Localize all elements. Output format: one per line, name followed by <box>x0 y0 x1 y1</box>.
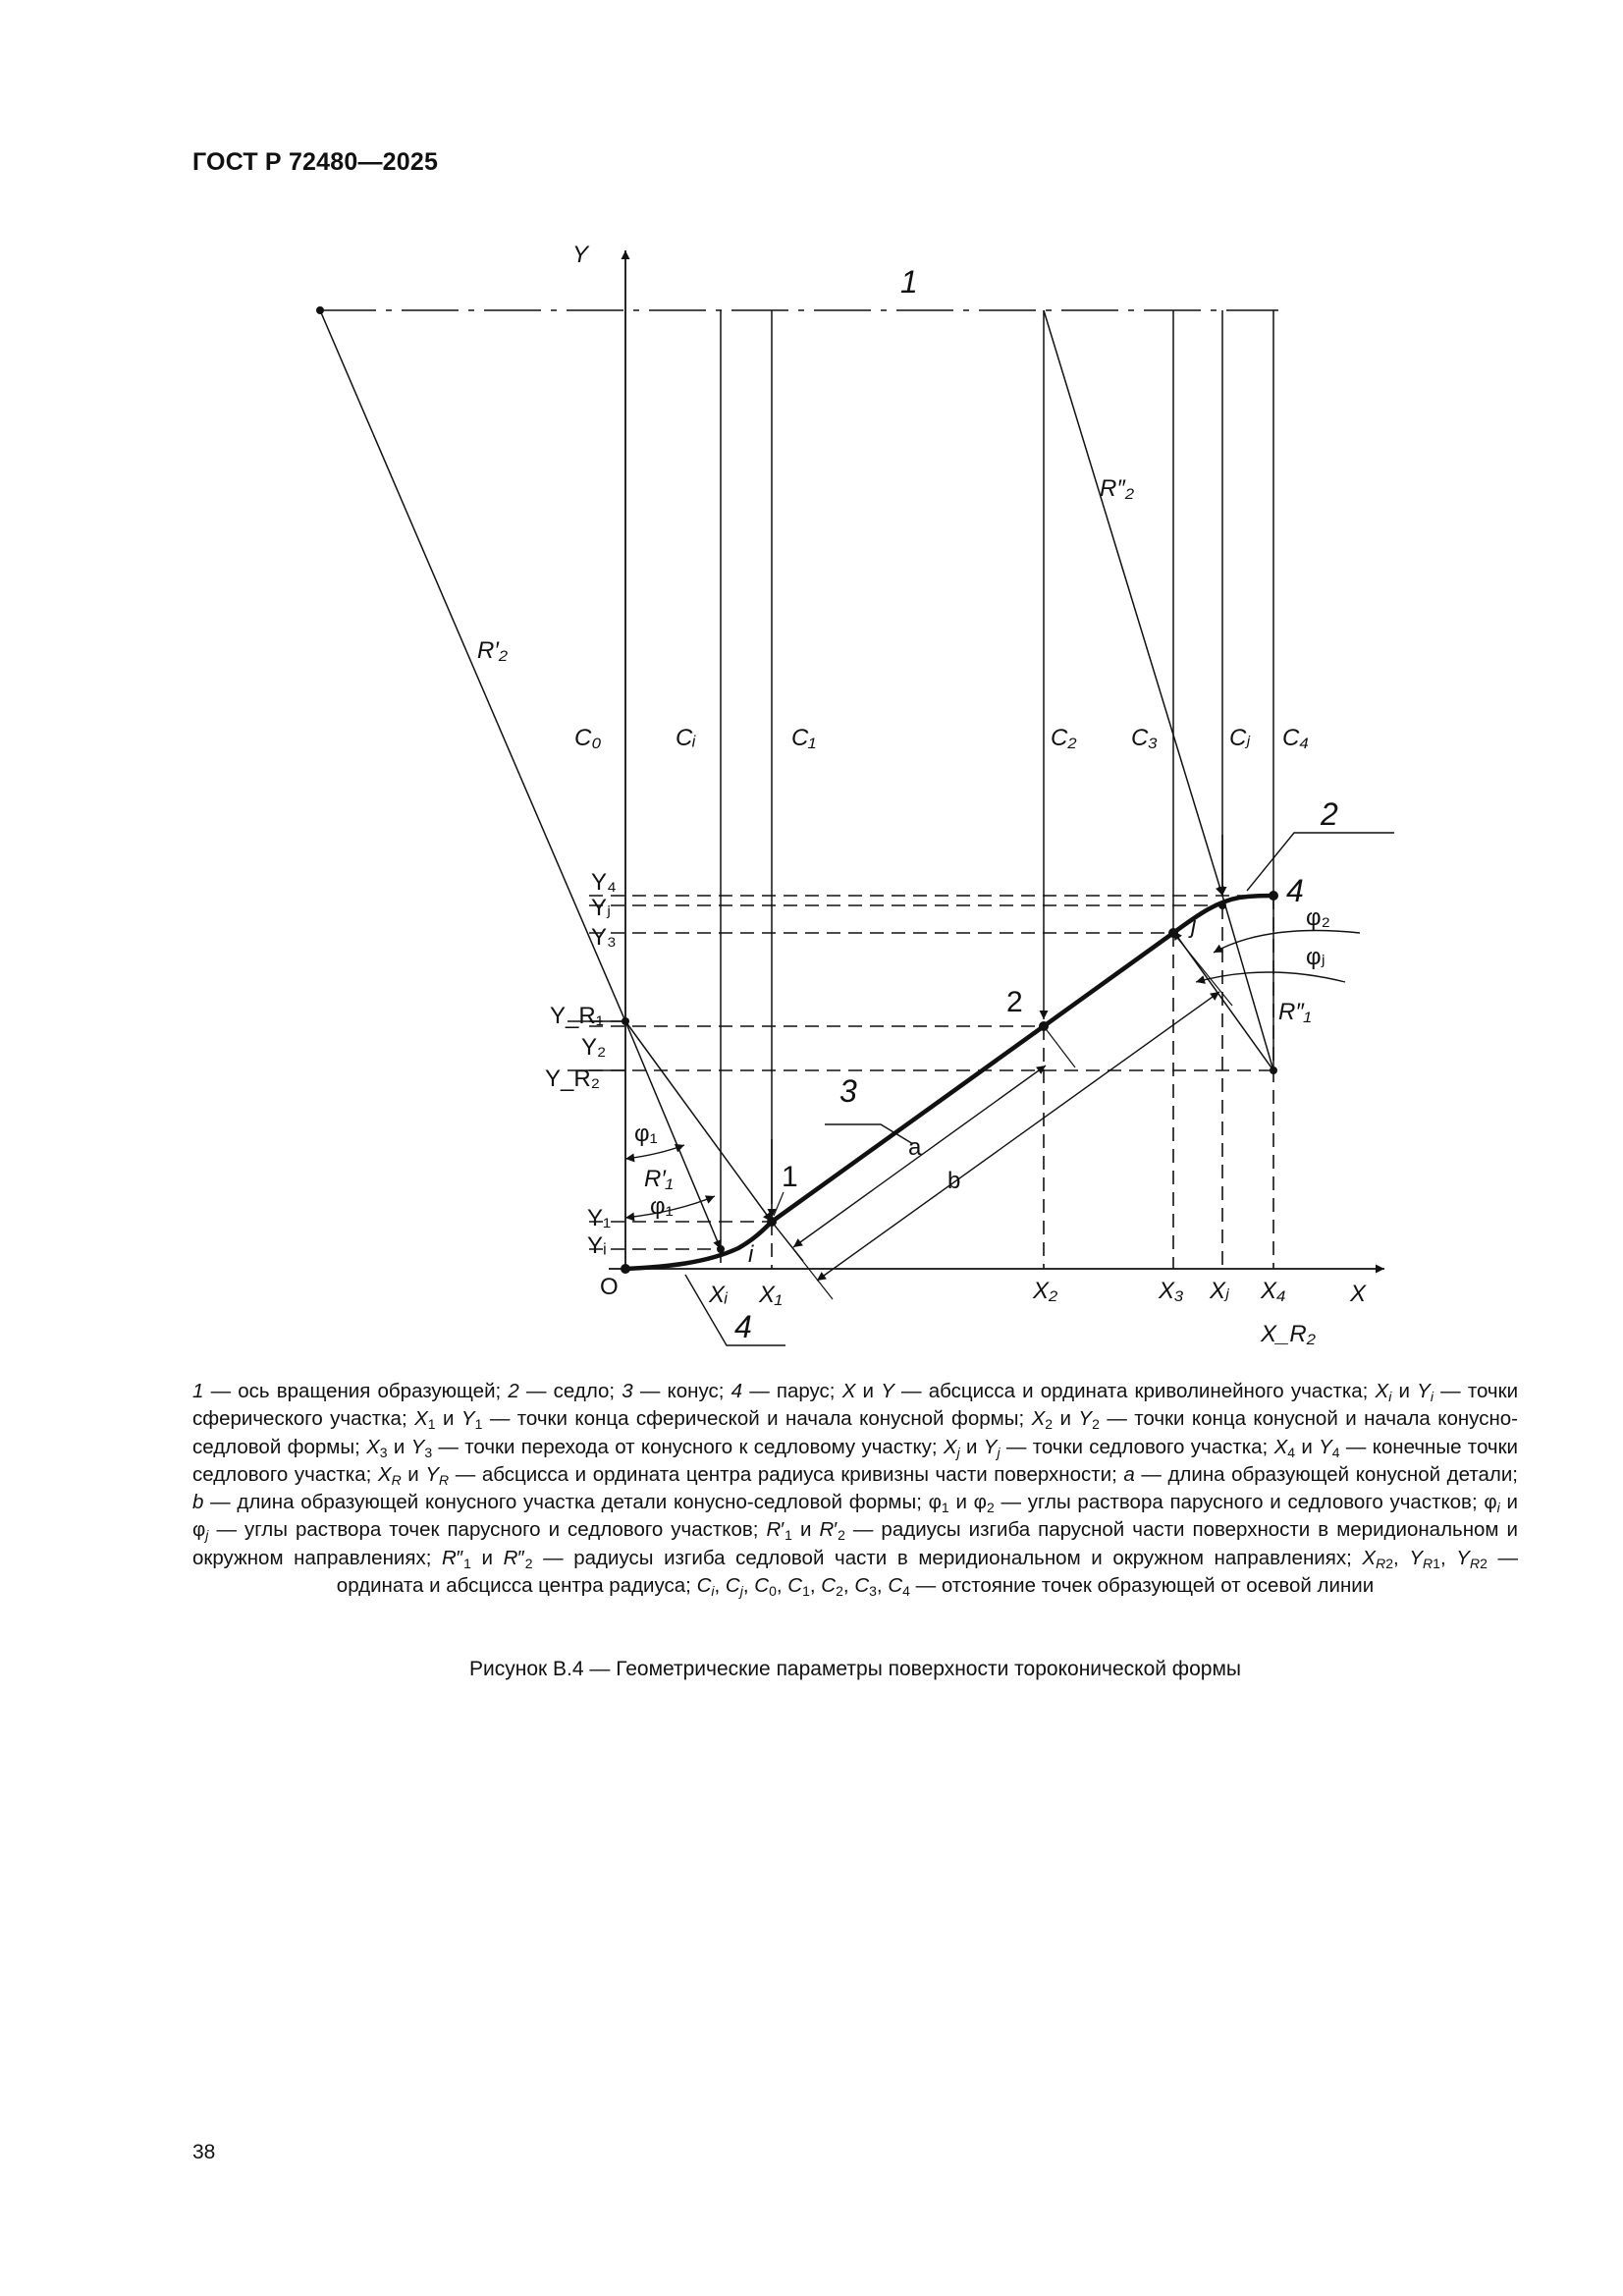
phij-arc <box>1196 972 1345 982</box>
leader-2-right <box>1247 833 1394 891</box>
page-header: ГОСТ Р 72480—2025 <box>192 148 439 176</box>
label-yr2: Y_R₂ <box>545 1066 601 1092</box>
point-r2-center <box>1270 1066 1277 1074</box>
label-phi1b: φ₁ <box>650 1193 674 1220</box>
point-r2-prime-center <box>316 306 324 314</box>
phi1-arc <box>625 1145 684 1159</box>
label-phi1: φ₁ <box>634 1121 658 1147</box>
point-r1-center <box>622 1017 629 1025</box>
label-r2-prime: R′₂ <box>477 637 508 664</box>
point-j <box>1218 902 1226 909</box>
label-y3: Y₃ <box>591 924 617 951</box>
figure-caption: Рисунок В.4 — Геометрические параметры поверхности тороконической формы <box>469 1658 1241 1680</box>
radius-r2-dprime-line <box>1044 310 1222 896</box>
label-c2: C₂ <box>1051 725 1077 751</box>
label-yi: Yᵢ <box>587 1232 607 1259</box>
label-y4: Y₄ <box>591 869 617 896</box>
label-r2-dprime: R″₂ <box>1100 475 1134 502</box>
dim-a-ext-2 <box>1044 1026 1075 1067</box>
point-4 <box>1269 891 1278 901</box>
label-cj: Cⱼ <box>1229 725 1251 751</box>
label-c3: C₃ <box>1131 725 1158 751</box>
label-x4: X₄ <box>1261 1278 1286 1304</box>
dim-b-line <box>817 992 1219 1281</box>
dim-b-ext-2 <box>1173 933 1232 1006</box>
radius-r2-prime-line <box>320 310 625 1021</box>
label-xi: Xᵢ <box>709 1282 728 1308</box>
label-yr1: Y_R₁ <box>550 1003 604 1029</box>
label-yj: Yⱼ <box>591 895 612 921</box>
label-y2: Y₂ <box>581 1034 607 1061</box>
point-2 <box>1039 1021 1049 1031</box>
label-axis-y: Y <box>572 242 589 268</box>
label-axis-x: X <box>1350 1281 1367 1307</box>
label-callout-4: 4 <box>1286 873 1304 908</box>
point-markers <box>316 306 1278 1274</box>
label-xj: Xⱼ <box>1210 1278 1230 1304</box>
label-phij: φⱼ <box>1306 944 1325 970</box>
label-xr2: X_R₂ <box>1261 1321 1316 1347</box>
label-c4: C₄ <box>1282 725 1309 751</box>
point-3 <box>1168 928 1178 938</box>
label-r1-dprime: R″₁ <box>1278 999 1312 1025</box>
label-r1-prime: R′₁ <box>644 1166 674 1192</box>
label-x2: X₂ <box>1033 1278 1058 1304</box>
label-callout-1: 1 <box>782 1161 798 1193</box>
label-callout-3: 3 <box>839 1073 857 1109</box>
label-phi2: φ₂ <box>1306 904 1330 931</box>
label-x3: X₃ <box>1159 1278 1184 1304</box>
label-ci: Cᵢ <box>676 725 696 751</box>
point-1 <box>767 1217 777 1227</box>
point-origin <box>621 1264 630 1274</box>
generatrix-curve <box>625 896 1273 1269</box>
label-y1: Y₁ <box>587 1205 612 1231</box>
point-i <box>717 1245 725 1253</box>
figure-legend: 1 — ось вращения образующей; 2 — седло; 3 — конус; 4 — парус; X и Y — абсцисса и ордината криволинейного участка; $X_i$ и $Y_i$ — точки сферического участка; $X_1$ и $Y_1$ — точки конца сферической и начала конусной формы; $X_2$ и $Y_2$ — точки конца конусной и начала конусно-седловой формы; $X_3$ и $Y_3$ — точки перехода от конусного к седловому участку; $X_j$ и $Y_j$ — точки седлового участка; $X_4$ и $Y_4$ — конечные точки седлового участка; $X_R$ и $Y_R$ — абсцисса и ордината центра радиуса кривизны части поверхности; a — длина образующей конусной детали; b — длина образующей конусного участка детали конусно-седловой формы; $\varphi_1$ и $\varphi_2$ — углы раствора парусного и седлового участков; $\varphi_i$ и $\varphi_j$ — углы раствора точек парусного и седлового участков; $R'_1$ и $R'_2$ — радиусы изгиба парусной части поверхности в меридиональном и окружном направлениях; $R''_1$ и $R''_2$ — радиусы изгиба седловой части в меридиональном и окружном направлениях; $X_{R2}$, $Y_{R1}$, $Y_{R2}$ — ордината и абсцисса центра радиуса; $C_i$, $C_j$, $C_0$, $C_1$, $C_2$, $C_3$, $C_4$ — отстояние точек образующей от осевой линии <box>192 1380 1519 1600</box>
radius-r1-dprime-line <box>1222 896 1273 1070</box>
label-point-j: j <box>1191 912 1197 939</box>
label-callout-4-bottom: 4 <box>734 1309 752 1344</box>
label-dim-a: a <box>908 1134 922 1161</box>
label-callout-2: 2 <box>1006 986 1023 1018</box>
label-callout-2-right: 2 <box>1321 796 1338 832</box>
label-c1: C₁ <box>791 725 816 751</box>
page-number: 38 <box>192 2141 216 2163</box>
label-dim-b: b <box>947 1168 961 1194</box>
label-point-i: i <box>748 1241 754 1268</box>
label-callout-1-top: 1 <box>900 264 918 300</box>
label-c0: C₀ <box>574 725 602 751</box>
label-origin: O <box>600 1274 619 1300</box>
label-x1: X₁ <box>759 1282 783 1308</box>
